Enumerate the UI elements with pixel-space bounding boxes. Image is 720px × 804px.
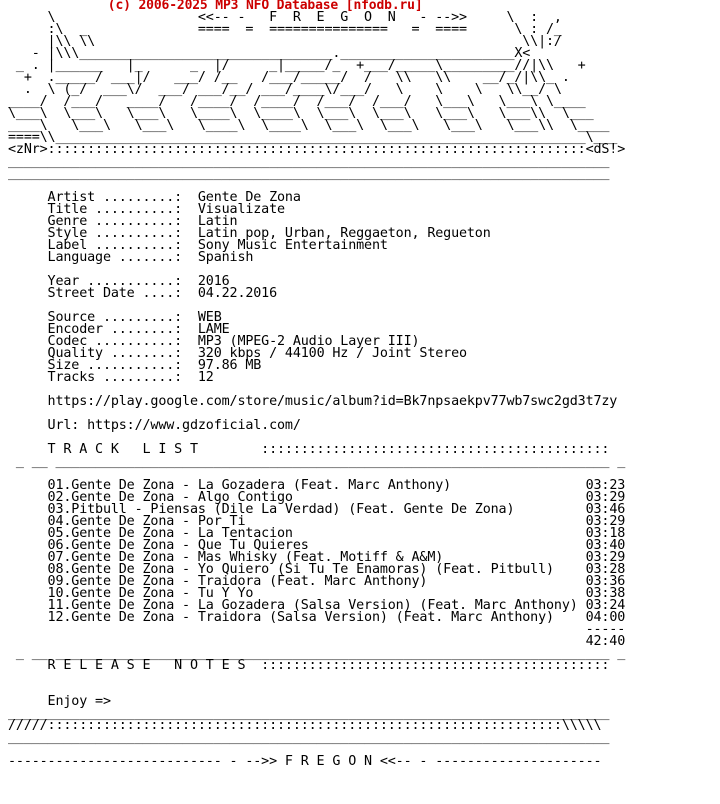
track-title: 06.Gente De Zona - Que Tu Quieres xyxy=(8,538,309,553)
info-label: Tracks .........: xyxy=(8,370,198,385)
enjoy-text: Enjoy => xyxy=(8,694,111,709)
banner-line: ____/ /___/ ____/ /____/ /____/ /___/ /___/ \___\ \___\ \____ xyxy=(8,94,586,109)
banner-line: |\\ \\ \\|:/ xyxy=(8,34,562,49)
info-label: Street Date ....: xyxy=(8,286,198,301)
track-duration: 03:36 xyxy=(585,574,626,589)
section-divider: _ __ ______________________________________________________________________ _ xyxy=(8,646,626,661)
footer-rule: ____________________________________________________________________________ xyxy=(8,706,610,721)
info-value: Visualizate xyxy=(197,202,285,217)
track-duration: 03:28 xyxy=(585,562,626,577)
tracklist-header: T R A C K L I S T :::::::::::::::::::::::::::::::::::::::::::: xyxy=(8,442,610,457)
section-divider: _ __ ______________________________________________________________________ _ xyxy=(8,454,626,469)
track-duration: 03:24 xyxy=(585,598,626,613)
track-title: 12.Gente De Zona - Traidora (Salsa Version) (Feat. Marc Anthony) xyxy=(8,610,554,625)
footer-rule: ____________________________________________________________________________ xyxy=(8,730,610,745)
info-row xyxy=(8,252,720,264)
track-title: 02.Gente De Zona - Algo Contigo xyxy=(8,490,293,505)
official-url[interactable]: Url: https://www.gdzoficial.com/ xyxy=(8,418,301,433)
track-duration: 03:29 xyxy=(585,550,626,565)
track-list xyxy=(8,480,720,624)
track-duration: 03:40 xyxy=(585,538,626,553)
info-value: 2016 xyxy=(197,274,230,289)
info-value: Latin xyxy=(197,214,238,229)
info-label: Artist .........: xyxy=(8,190,198,205)
info-label: Language .......: xyxy=(8,250,198,265)
info-label: Year ...........: xyxy=(8,274,198,289)
info-value: 04.22.2016 xyxy=(197,286,278,301)
nfo-document xyxy=(8,0,720,768)
banner-line: \ <<-- - F R E G O N - -->> \ : , xyxy=(8,10,562,25)
info-value: WEB xyxy=(197,310,222,325)
track-title: 09.Gente De Zona - Traidora (Feat. Marc Anthony) xyxy=(8,574,428,589)
info-label: Title ..........: xyxy=(8,202,198,217)
info-value: MP3 (MPEG-2 Audio Layer III) xyxy=(197,334,420,349)
banner-line: _ . |______ |_ _ |/ _|_____/_ +___/_____\_________//|\\ + xyxy=(8,58,586,73)
banner-line: <zNr>::::::::::::::::::::::::::::::::::::::::::::::::::::::::::::::::::::<dS!> xyxy=(8,142,626,157)
store-url[interactable]: https://play.google.com/store/music/album?id=Bk7npsaekpv77wb7swc2gd3t7zy xyxy=(8,394,618,409)
info-value: 320 kbps / 44100 Hz / Joint Stereo xyxy=(197,346,467,361)
track-title: 08.Gente De Zona - Yo Quiero (Si Tu Te Enamoras) (Feat. Pitbull) xyxy=(8,562,554,577)
track-title: 03.Pitbull - Piensas (Dile La Verdad) (Feat. Gente De Zona) xyxy=(8,502,515,517)
track-title: 07.Gente De Zona - Mas Whisky (Feat. Motiff & A&M) xyxy=(8,550,444,565)
info-label: Style ..........: xyxy=(8,226,198,241)
banner-line: . \ (_/ ___\/ ___/ ___/__/ ___/____\/___/ \ \ \ \\__/ \ xyxy=(8,82,562,97)
footer-signature: --------------------------- - -->> F R E G O N <<-- - --------------------- xyxy=(8,754,602,769)
release-notes-header: R E L E A S E N O T E S :::::::::::::::::::::::::::::::::::::::::::: xyxy=(8,658,610,673)
track-duration: 03:29 xyxy=(585,514,626,529)
banner-line: ____________________________________________________________________________ xyxy=(8,154,610,169)
info-label: Codec ..........: xyxy=(8,334,198,349)
track-title: 05.Gente De Zona - La Tentacion xyxy=(8,526,293,541)
info-value: Latin pop, Urban, Reggaeton, Regueton xyxy=(197,226,491,241)
track-duration: 03:29 xyxy=(585,490,626,505)
info-label: Label ..........: xyxy=(8,238,198,253)
track-duration: 03:18 xyxy=(585,526,626,541)
track-duration: 03:46 xyxy=(585,502,626,517)
release-info xyxy=(8,192,720,384)
total-rule: ----- xyxy=(8,622,626,637)
track-title: 04.Gente De Zona - Por Ti xyxy=(8,514,246,529)
track-duration: 04:00 xyxy=(585,610,626,625)
info-value: 12 xyxy=(197,370,214,385)
track-title: 10.Gente De Zona - Tu Y Yo xyxy=(8,586,254,601)
info-value: Spanish xyxy=(197,250,254,265)
banner-line: :\ _ ==== = =============== = ==== \ : /_ xyxy=(8,22,562,37)
nfodb-credit: (c) 2006-2025 MP3 NFO Database [nfodb.ru] xyxy=(8,0,423,13)
banner-line: - |\\\________________________________.______________________X< xyxy=(8,46,531,61)
footer-colons: /////:::::::::::::::::::::::::::::::::::::::::::::::::::::::::::::::::\\\\\ xyxy=(8,718,602,733)
info-row xyxy=(8,372,720,384)
track-title: 01.Gente De Zona - La Gozadera (Feat. Marc Anthony) xyxy=(8,478,452,493)
track-duration: 03:38 xyxy=(585,586,626,601)
info-value: Gente De Zona xyxy=(197,190,301,205)
fregon-ascii-banner xyxy=(8,12,720,180)
track-title: 11.Gente De Zona - La Gozadera (Salsa Version) (Feat. Marc Anthony) xyxy=(8,598,578,613)
info-value: Sony Music Entertainment xyxy=(197,238,388,253)
info-label: Genre ..........: xyxy=(8,214,198,229)
info-label: Quality ........: xyxy=(8,346,198,361)
banner-line: + ._____/ ___|/ ___/ /__ /___/_____/ / \\ \\ __/_/|\\_ . xyxy=(8,70,570,85)
banner-line: ====\\___________________________________________________________________\___ xyxy=(8,130,618,145)
banner-line: \___\ \___\ \___\ \____\ \____\ \___\ \___\ \___\ \___\\ \___ xyxy=(8,106,594,121)
info-value: LAME xyxy=(197,322,230,337)
banner-line: ____________________________________________________________________________ xyxy=(8,166,610,181)
info-label: Encoder ........: xyxy=(8,322,198,337)
info-label: Source .........: xyxy=(8,310,198,325)
banner-line: ____\ \___\ \___\ \____\ \____\ \___\ \___\ \___\ \___\\ \____ xyxy=(8,118,610,133)
info-value: 97.86 MB xyxy=(197,358,262,373)
info-row xyxy=(8,288,720,300)
total-time: 42:40 xyxy=(8,634,626,649)
info-label: Size ...........: xyxy=(8,358,198,373)
track-duration: 03:23 xyxy=(585,478,626,493)
